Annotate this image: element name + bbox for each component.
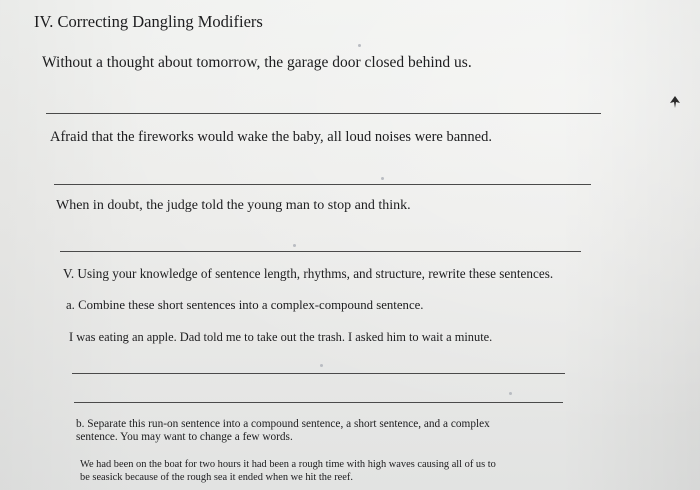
part-b-text-line-2: be seasick because of the rough sea it ended when we hit the reef. bbox=[80, 472, 353, 483]
section-4-heading: IV. Correcting Dangling Modifiers bbox=[34, 12, 263, 31]
answer-line-2[interactable] bbox=[54, 184, 591, 185]
sentence-1: Without a thought about tomorrow, the garage door closed behind us. bbox=[42, 54, 472, 71]
answer-line-5[interactable] bbox=[74, 402, 563, 403]
screen-speck bbox=[358, 44, 361, 47]
sentence-2: Afraid that the fireworks would wake the baby, all loud noises were banned. bbox=[50, 129, 492, 145]
answer-line-3[interactable] bbox=[60, 251, 581, 252]
screen-speck bbox=[320, 364, 323, 367]
part-a-prompt: a. Combine these short sentences into a complex-compound sentence. bbox=[66, 298, 424, 312]
section-5-heading: V. Using your knowledge of sentence length, rhythms, and structure, rewrite these sentences. bbox=[63, 266, 554, 281]
screen-speck bbox=[381, 177, 384, 180]
answer-line-1[interactable] bbox=[46, 113, 601, 114]
part-a-sentences: I was eating an apple. Dad told me to take out the trash. I asked him to wait a minute. bbox=[69, 330, 493, 344]
part-b-prompt-line-2: sentence. You may want to change a few words. bbox=[76, 431, 293, 443]
part-b-text-line-1: We had been on the boat for two hours it had been a rough time with high waves causing all of us to bbox=[80, 459, 496, 470]
answer-line-4[interactable] bbox=[72, 373, 565, 374]
screen-speck bbox=[509, 392, 512, 395]
screen-speck bbox=[293, 244, 296, 247]
mouse-pointer-icon bbox=[669, 96, 681, 108]
sentence-3: When in doubt, the judge told the young man to stop and think. bbox=[56, 198, 411, 213]
part-b-prompt-line-1: b. Separate this run-on sentence into a compound sentence, a short sentence, and a complex bbox=[76, 418, 490, 430]
